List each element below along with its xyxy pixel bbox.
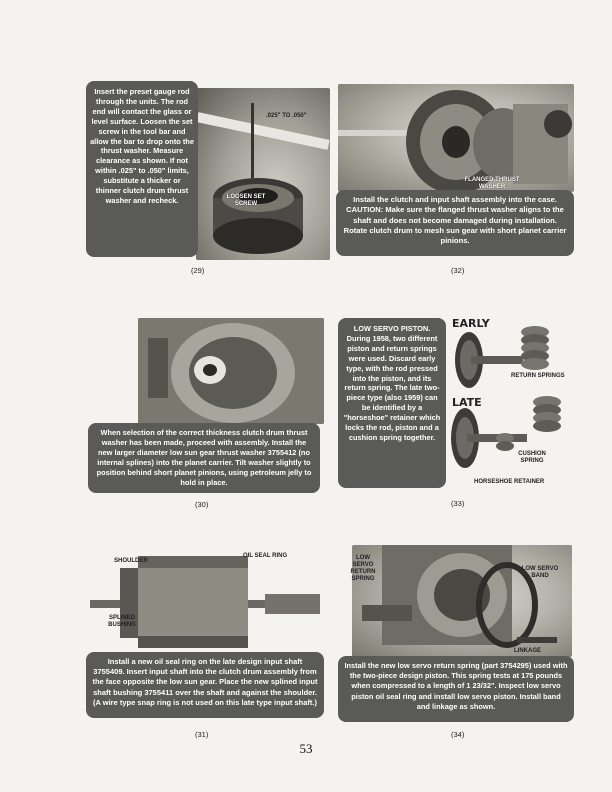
figure-33-label-early: EARLY	[452, 317, 490, 330]
figure-32-number: (32)	[451, 266, 465, 275]
figure-34-photo	[352, 545, 572, 657]
figure-29-caption: Insert the preset gauge rod through the units. The rod end will contact the glass or level surface. Loosen the set screw in the tool bar and allow the bar to drop onto the thrust washer. Measure clearance as shown. If not within .025" to .050" limits, substitute a thicker or thinner clutch drum thrust washer and recheck.	[86, 81, 198, 257]
figure-31-caption: Install a new oil seal ring on the late design input shaft 3755409. Insert input shaft into the clutch drum assembly from the face opposite the low sun gear. Place the new splined input shaft bushing 3755411 over the shaft and against the shoulder. (A wire type snap ring is not used on this late type input shaft.)	[86, 652, 324, 718]
figure-31-label-oil-seal-ring: OIL SEAL RING	[243, 553, 288, 559]
figure-32-label-flanged-thrust-washer: FLANGED THRUST WASHER	[464, 177, 520, 190]
figure-34-illustration	[352, 545, 572, 657]
figure-29-label-clearance: .025" TO .050"	[266, 113, 307, 119]
figure-30-number: (30)	[195, 500, 209, 509]
figure-32-illustration	[338, 84, 574, 192]
figure-34-caption: Install the new low servo return spring (part 3754295) used with the two-piece design piston. This spring tests at 175 pounds when compressed to a length of 1 23/32". Inspect low servo piston oil seal ring and install low servo piston. Install band and linkage as shown.	[338, 656, 574, 722]
figure-32-photo	[338, 84, 574, 192]
figure-34-label-low-servo-band: LOW SERVO BAND	[521, 566, 559, 579]
figure-30-caption: When selection of the correct thickness clutch drum thrust washer has been made, proceed with assembly. Install the new larger diameter low sun gear thrust washer 3755412 (no internal splines) into the planet carrier. Tilt washer slightly to position behind short planet pinions, using petroleum jelly to hold in place.	[88, 423, 320, 493]
figure-29-photo	[196, 88, 330, 260]
figure-34-label-linkage: LINKAGE	[514, 648, 541, 654]
figure-33-number: (33)	[451, 499, 465, 508]
figure-33-label-horseshoe-retainer: HORSESHOE RETAINER	[474, 479, 545, 485]
figure-32-caption: Install the clutch and input shaft assembly into the case. CAUTION: Make sure the flanged thrust washer aligns to the shaft and does not become damaged during installation. Rotate clutch drum to mesh sun gear with short planet carrier pinions.	[336, 190, 574, 256]
late-return-spring	[533, 396, 561, 432]
figure-29-label-set-screw: LOOSEN SET SCREW	[226, 194, 266, 207]
figure-31-label-splined-bushing: SPLINED BUSHING	[108, 615, 136, 628]
figure-33-label-cushion-spring: CUSHION SPRING	[518, 451, 546, 464]
figure-31-label-shoulder: SHOULDER	[114, 558, 148, 564]
figure-33-label-late: LATE	[452, 396, 482, 409]
figure-29-number: (29)	[191, 266, 205, 275]
figure-29-illustration	[196, 88, 330, 260]
figure-34-number: (34)	[451, 730, 465, 739]
figure-33-label-return-springs: RETURN SPRINGS	[511, 373, 565, 379]
figure-30-illustration	[138, 318, 324, 424]
figure-34-label-low-servo-return-spring: LOW SERVO RETURN SPRING	[350, 555, 376, 582]
page-number: 53	[299, 741, 313, 756]
figure-31-number: (31)	[195, 730, 209, 739]
figure-30-photo	[138, 318, 324, 424]
figure-33-caption: LOW SERVO PISTON. During 1958, two different piston and return springs were used. Discard early type, with the rod pressed into the piston, and its return spring. The late two-piece type (also 1959) can be identified by a "horseshoe" retainer which locks the rod, piston and a cushion spring together.	[338, 318, 446, 488]
early-return-spring	[521, 326, 549, 370]
